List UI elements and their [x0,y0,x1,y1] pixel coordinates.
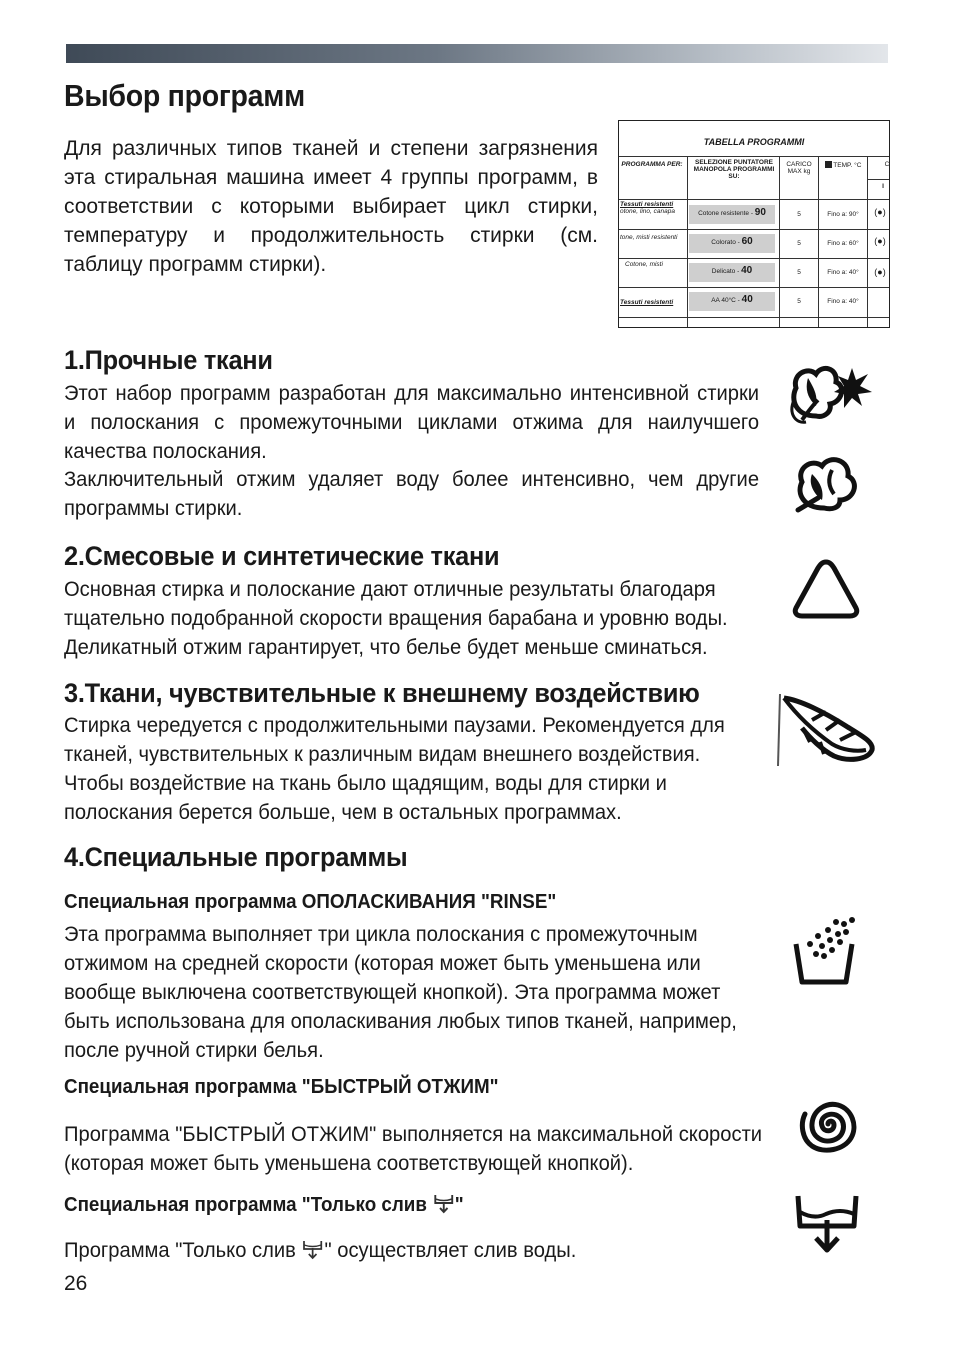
group-4: Tessuti resistenti [620,299,674,306]
row-2-selector: Colorato - 60 [711,236,753,247]
section-1-text-2: Заключительный отжим удаляет воду более интенсивно, чем другие программы стирки. [64,468,760,520]
synthetic-triangle-icon [790,556,862,622]
drain-inline-icon [432,1192,455,1214]
row-2-load: 5 [797,240,801,247]
header-selector: SELEZIONE PUNTATORE MANOPOLA PROGRAMMI SU: [693,159,775,180]
row-3-temp: Fino a: 40° [827,269,859,276]
drain-subheading: Специальная программа "Только слив " [64,1194,464,1216]
drain-text: Программа "Только слив " осуществляет слив воды. [64,1239,577,1262]
header-load: CARICO MAX kg [786,161,812,175]
row-1-load: 5 [797,211,801,218]
group-1: Tessuti resistenti otone, lino, canapa [620,201,675,215]
header-extra: C [884,161,890,168]
group-2: tone, misti resistenti [620,234,678,241]
section-3-text: Стирка чередуется с продолжительными паузами. Рекомендуется для тканей, чувствительных к различным видам внешнего воздействия. Чтобы воздействие на ткань было щадящим, воды для стирки и полоскания берется больше, чем в остальных программах. [64,714,725,824]
section-2-heading: 2.Смесовые и синтетические ткани [64,541,500,571]
rinse-shower-icon [788,912,860,988]
cotton-stain-icon [782,356,878,428]
spin-text: Программа "БЫСТРЫЙ ОТЖИМ" выполняется на максимальной скорости (которая может быть уменьшена соответствующей кнопкой). [64,1123,763,1175]
row-2-temp: Fino a: 60° [827,240,859,247]
section-2-text: Основная стирка и полоскание дают отличные результаты благодаря тщательно подобранной скорости вращения барабана и уровню воды. Деликатный отжим гарантирует, что белье будет меньше сминаться. [64,578,728,659]
page-title: Выбор программ [64,78,305,113]
group-3: Cotone, misti [625,261,663,268]
row-4-selector: AA 40°C - 40 [711,294,753,305]
section-1-text-1: Этот набор программ разработан для максимально интенсивной стирки и полоскания с промежуточными циклами отжима для наилучшего качества полоскания. [64,382,760,463]
row-2-mark: (●) [874,236,886,246]
drain-inline-icon [301,1238,324,1260]
row-4-load: 5 [797,298,801,305]
section-4-heading: 4.Специальные программы [64,842,408,872]
row-3-selector: Delicato - 40 [711,265,753,276]
row-1-temp: Fino a: 90° [827,211,859,218]
row-1-mark: (●) [874,207,886,217]
feather-icon [776,690,878,768]
cotton-flower-icon [788,448,870,518]
row-1-selector: Cotone resistente - 90 [698,207,766,218]
page-number: 26 [64,1272,88,1295]
rinse-text: Эта программа выполняет три цикла полоскания с промежуточным отжимом на средней скорости (которая может быть уменьшена или вообще выключена соответствующей кнопкой). Эта программа может быть использована для ополаскивания любых типов тканей, например, после ручной стирки белья. [64,923,737,1062]
section-1-heading: 1.Прочные ткани [64,345,273,375]
row-4-temp: Fino a: 40° [827,298,859,305]
spin-subheading: Специальная программа "БЫСТРЫЙ ОТЖИМ" [64,1076,499,1098]
row-3-load: 5 [797,269,801,276]
intro-paragraph: Для различных типов тканей и степени загрязнения эта стиральная машина имеет 4 группы программ, в соответствии с которыми выбирает цикл стирки, температуру и продолжительность стирки (см. таблицу программ стирки). [64,137,598,276]
header-program: PROGRAMMA PER: [621,161,683,168]
drain-tub-icon [792,1190,862,1256]
row-3-mark: (●) [874,267,886,277]
spiral-spin-icon [796,1092,860,1156]
rinse-subheading: Специальная программа ОПОЛАСКИВАНИЯ "RINSE" [64,891,557,913]
header-temp: TEMP. °C [820,161,866,169]
header-col-i: I [882,183,884,190]
table-title: TABELLA PROGRAMMI [703,137,805,147]
program-table [618,120,890,328]
section-3-heading: 3.Ткани, чувствительные к внешнему воздействию [64,678,700,708]
header-bar [66,44,888,63]
